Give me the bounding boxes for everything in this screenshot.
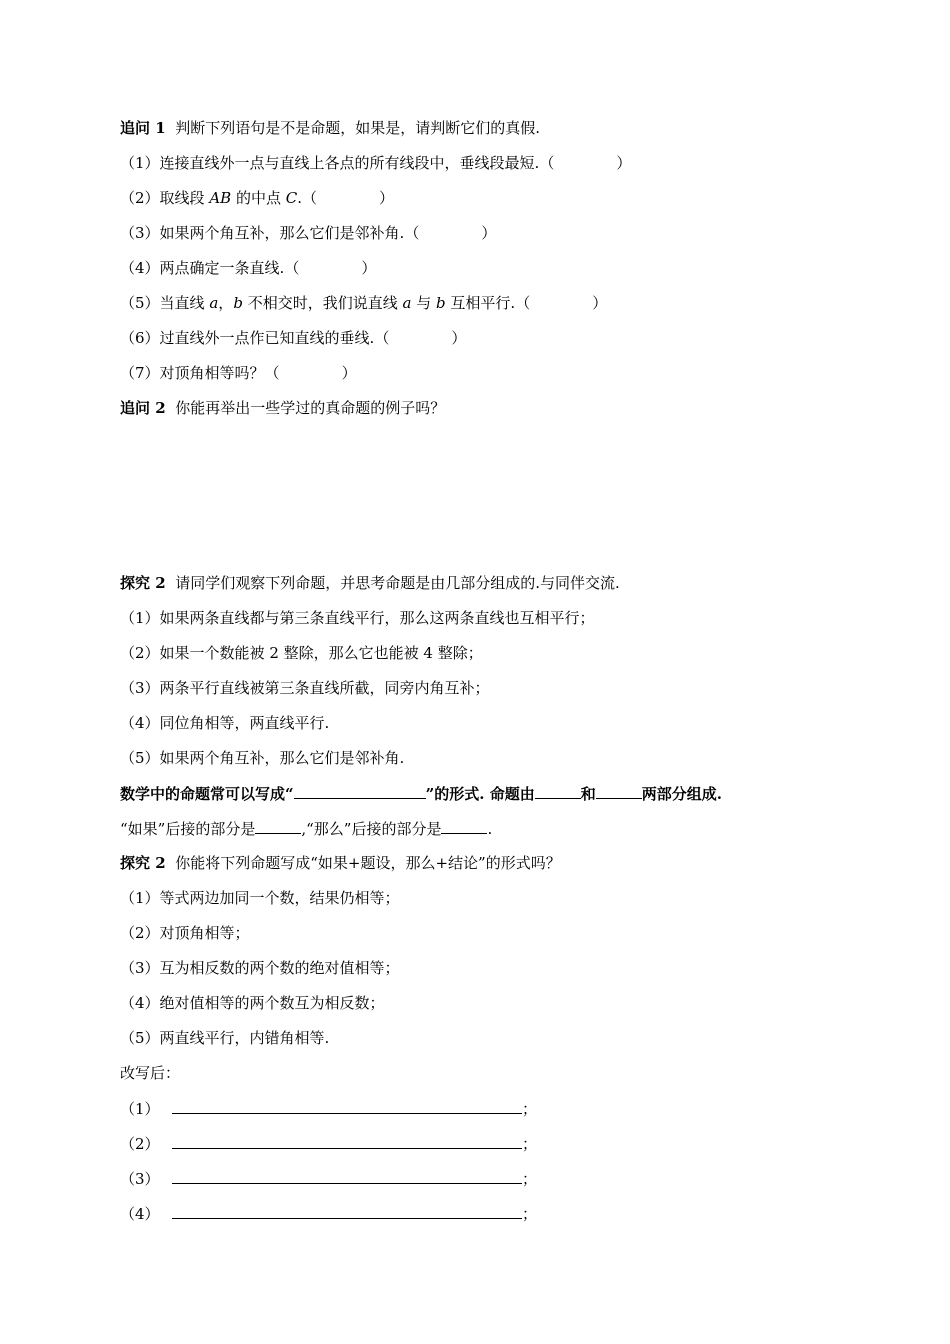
item-number: （1） xyxy=(120,154,160,172)
fill-blank[interactable] xyxy=(294,783,426,799)
item-text: .（ xyxy=(297,189,318,207)
fill-blank[interactable] xyxy=(535,783,581,799)
follow-text: . xyxy=(487,820,493,838)
item-text: 绝对值相等的两个数互为相反数； xyxy=(159,994,385,1012)
question-2-heading xyxy=(120,398,445,418)
item-text: 对顶角相等； xyxy=(159,924,250,942)
item-number: （2） xyxy=(120,1135,160,1153)
e2-item-5 xyxy=(120,748,404,768)
fill-blank[interactable] xyxy=(255,818,301,834)
item-text: 与 xyxy=(416,294,432,312)
item-end: ； xyxy=(522,1100,538,1118)
segment-label: AB xyxy=(209,189,232,207)
item-number: （2） xyxy=(120,644,160,662)
summary-statement xyxy=(120,783,722,803)
rewrite-blank[interactable] xyxy=(172,1203,522,1219)
line-label: b xyxy=(436,294,446,312)
item-number: （5） xyxy=(120,749,160,767)
explore-2-lead: 探究 2 xyxy=(120,574,166,592)
item-text: 互相平行.（ xyxy=(450,294,531,312)
answer-paren-close: ） xyxy=(379,189,395,207)
e2-item-3 xyxy=(120,678,490,698)
item-end: ； xyxy=(522,1205,538,1223)
fill-blank[interactable] xyxy=(596,783,642,799)
item-number: （4） xyxy=(120,714,160,732)
item-number: （2） xyxy=(120,189,160,207)
item-end: ； xyxy=(522,1135,538,1153)
item-text: 两点确定一条直线.（ xyxy=(159,259,300,277)
explore-2-heading xyxy=(120,573,620,593)
question-2-lead: 追问 2 xyxy=(120,399,166,417)
item-end: ； xyxy=(522,1170,538,1188)
question-1-lead: 追问 1 xyxy=(120,119,166,137)
summary-text: 数学中的命题常可以写成“ xyxy=(120,785,294,803)
e2-item-1 xyxy=(120,608,595,628)
rewrite-line-1 xyxy=(120,1098,537,1118)
follow-text: “如果”后接的部分是 xyxy=(120,820,256,838)
q1-item-4 xyxy=(120,258,376,278)
q1-item-2 xyxy=(120,188,394,208)
item-number: （3） xyxy=(120,1170,160,1188)
item-text: 取线段 xyxy=(159,189,205,207)
follow-text: ,“那么”后接的部分是 xyxy=(301,820,442,838)
item-text: 过直线外一点作已知直线的垂线.（ xyxy=(159,329,390,347)
item-text: 两直线平行，内错角相等. xyxy=(159,1029,330,1047)
item-number: （1） xyxy=(120,889,160,907)
item-text: 互为相反数的两个数的绝对值相等； xyxy=(159,959,400,977)
question-2-text: 你能再举出一些学过的真命题的例子吗？ xyxy=(175,399,446,417)
point-label: C xyxy=(285,189,298,207)
item-text: 对顶角相等吗？（ xyxy=(159,364,280,382)
answer-paren-close: ） xyxy=(341,364,357,382)
item-text: 连接直线外一点与直线上各点的所有线段中，垂线段最短.（ xyxy=(159,154,555,172)
item-number: （3） xyxy=(120,679,160,697)
rewrite-line-2 xyxy=(120,1133,537,1153)
q1-item-1 xyxy=(120,153,631,173)
rewrite-line-4 xyxy=(120,1203,537,1223)
item-text: 不相交时，我们说直线 xyxy=(247,294,398,312)
q1-item-7 xyxy=(120,363,357,383)
answer-paren-close: ） xyxy=(592,294,608,312)
q1-item-6 xyxy=(120,328,466,348)
item-text: 当直线 xyxy=(159,294,205,312)
line-label: a xyxy=(209,294,219,312)
answer-paren-close: ） xyxy=(481,224,497,242)
item-number: （7） xyxy=(120,364,160,382)
item-number: （4） xyxy=(120,994,160,1012)
item-text: 如果一个数能被 2 整除，那么它也能被 4 整除； xyxy=(159,644,483,662)
item-number: （3） xyxy=(120,959,160,977)
item-text: 如果两条直线都与第三条直线平行，那么这两条直线也互相平行； xyxy=(159,609,595,627)
rewrite-blank[interactable] xyxy=(172,1098,522,1114)
item-text: 如果两个角互补，那么它们是邻补角. xyxy=(159,749,405,767)
e2b-item-2 xyxy=(120,923,250,943)
e2b-item-4 xyxy=(120,993,385,1013)
explore-2b-heading xyxy=(120,853,561,873)
explore-2b-lead: 探究 2 xyxy=(120,854,166,872)
explore-2b-text: 你能将下列命题写成“如果+题设，那么+结论”的形式吗？ xyxy=(175,854,561,872)
q1-item-3 xyxy=(120,223,496,243)
summary-text: 两部分组成. xyxy=(641,785,722,803)
summary-text: ”的形式. 命题由 xyxy=(425,785,535,803)
fill-blank[interactable] xyxy=(441,818,487,834)
item-number: （5） xyxy=(120,1029,160,1047)
explore-2-text: 请同学们观察下列命题，并思考命题是由几部分组成的.与同伴交流. xyxy=(175,574,620,592)
item-text: 等式两边加同一个数，结果仍相等； xyxy=(159,889,400,907)
item-number: （1） xyxy=(120,1100,160,1118)
item-text: 如果两个角互补，那么它们是邻补角.（ xyxy=(159,224,420,242)
e2b-item-5 xyxy=(120,1028,329,1048)
item-number: （4） xyxy=(120,259,160,277)
item-number: （6） xyxy=(120,329,160,347)
line-label: b xyxy=(233,294,243,312)
answer-paren-close: ） xyxy=(451,329,467,347)
item-text: ， xyxy=(218,294,234,312)
rewrite-blank[interactable] xyxy=(172,1133,522,1149)
question-1-heading xyxy=(120,118,540,138)
q1-item-5 xyxy=(120,293,607,313)
e2b-item-1 xyxy=(120,888,400,908)
summary-text: 和 xyxy=(580,785,596,803)
e2-item-2 xyxy=(120,643,483,663)
item-number: （1） xyxy=(120,609,160,627)
answer-paren-close: ） xyxy=(616,154,632,172)
question-1-text: 判断下列语句是不是命题，如果是，请判断它们的真假. xyxy=(175,119,540,137)
item-number: （4） xyxy=(120,1205,160,1223)
item-number: （5） xyxy=(120,294,160,312)
line-label: a xyxy=(402,294,412,312)
rewrite-blank[interactable] xyxy=(172,1168,522,1184)
e2b-item-3 xyxy=(120,958,400,978)
item-number: （3） xyxy=(120,224,160,242)
follow-statement xyxy=(120,818,492,838)
item-text: 两条平行直线被第三条直线所截，同旁内角互补； xyxy=(159,679,490,697)
item-number: （2） xyxy=(120,924,160,942)
rewrite-line-3 xyxy=(120,1168,537,1188)
item-text: 同位角相等，两直线平行. xyxy=(159,714,330,732)
answer-paren-close: ） xyxy=(361,259,377,277)
e2-item-4 xyxy=(120,713,329,733)
rewrite-label: 改写后： xyxy=(120,1064,181,1082)
item-text: 的中点 xyxy=(235,189,281,207)
